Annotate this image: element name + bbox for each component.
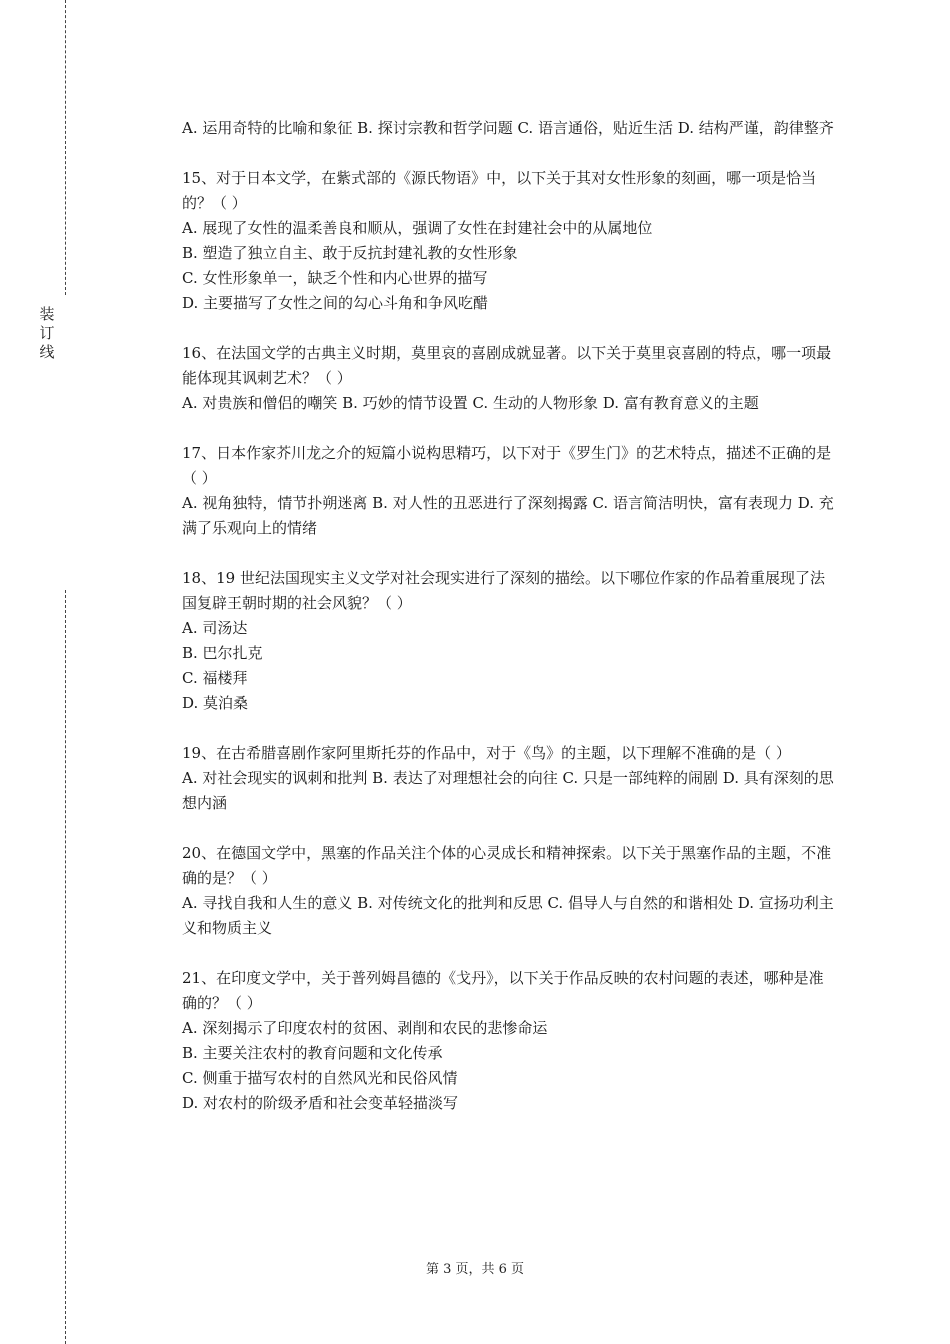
option-d: D. 对农村的阶级矛盾和社会变革轻描淡写 xyxy=(182,1094,459,1112)
binding-char: 订 xyxy=(39,324,55,342)
question-stem: 21、在印度文学中，关于普列姆昌德的《戈丹》，以下关于作品反映的农村问题的表述，哪种是准确的？（ ） xyxy=(182,969,824,1012)
question-stem: 16、在法国文学的古典主义时期，莫里哀的喜剧成就显著。以下关于莫里哀喜剧的特点，哪一项最能体现其讽刺艺术？（ ） xyxy=(182,344,832,387)
question-stem: 19、在古希腊喜剧作家阿里斯托芬的作品中，对于《鸟》的主题，以下理解不准确的是（ ） xyxy=(182,744,791,762)
question-stem: 20、在德国文学中，黑塞的作品关注个体的心灵成长和精神探索。以下关于黑塞作品的主题，不准确的是？（ ） xyxy=(182,844,832,887)
binding-dashed-line-top xyxy=(65,0,66,295)
option-c: C. 侧重于描写农村的自然风光和民俗风情 xyxy=(182,1069,458,1087)
option-line: A. 运用奇特的比喻和象征 B. 探讨宗教和哲学问题 C. 语言通俗，贴近生活 D. 结构严谨，韵律整齐 xyxy=(182,119,834,137)
option-c: C. 福楼拜 xyxy=(182,669,248,687)
binding-char: 装 xyxy=(39,305,55,323)
binding-char: 线 xyxy=(39,343,55,361)
option-b: B. 塑造了独立自主、敢于反抗封建礼教的女性形象 xyxy=(182,244,518,262)
question-21 xyxy=(182,966,838,1116)
question-list xyxy=(182,116,838,1141)
question-19 xyxy=(182,741,838,816)
binding-label xyxy=(38,305,56,362)
option-line: A. 视角独特，情节扑朔迷离 B. 对人性的丑恶进行了深刻揭露 C. 语言简洁明快，富有表现力 D. 充满了乐观向上的情绪 xyxy=(182,494,834,537)
option-b: B. 主要关注农村的教育问题和文化传承 xyxy=(182,1044,443,1062)
option-c: C. 女性形象单一，缺乏个性和内心世界的描写 xyxy=(182,269,488,287)
option-line: A. 寻找自我和人生的意义 B. 对传统文化的批判和反思 C. 倡导人与自然的和谐相处 D. 宣扬功利主义和物质主义 xyxy=(182,894,834,937)
question-14-continued xyxy=(182,116,838,141)
question-16 xyxy=(182,341,838,416)
question-stem: 17、日本作家芥川龙之介的短篇小说构思精巧，以下对于《罗生门》的艺术特点，描述不正确的是（ ） xyxy=(182,444,832,487)
option-a: A. 司汤达 xyxy=(182,619,248,637)
question-17 xyxy=(182,441,838,541)
question-15 xyxy=(182,166,838,316)
option-a: A. 深刻揭示了印度农村的贫困、剥削和农民的悲惨命运 xyxy=(182,1019,548,1037)
binding-dashed-line-bottom xyxy=(65,590,66,1344)
page-number: 第 3 页，共 6 页 xyxy=(425,1262,525,1277)
option-d: D. 莫泊桑 xyxy=(182,694,249,712)
question-20 xyxy=(182,841,838,941)
option-b: B. 巴尔扎克 xyxy=(182,644,263,662)
option-a: A. 展现了女性的温柔善良和顺从，强调了女性在封建社会中的从属地位 xyxy=(182,219,653,237)
option-line: A. 对贵族和僧侣的嘲笑 B. 巧妙的情节设置 C. 生动的人物形象 D. 富有教育意义的主题 xyxy=(182,394,759,412)
question-stem: 15、对于日本文学，在紫式部的《源氏物语》中，以下关于其对女性形象的刻画，哪一项是恰当的？（ ） xyxy=(182,169,817,212)
question-stem: 18、19 世纪法国现实主义文学对社会现实进行了深刻的描绘。以下哪位作家的作品着重展现了法国复辟王朝时期的社会风貌？（ ） xyxy=(182,569,825,612)
question-18 xyxy=(182,566,838,716)
option-d: D. 主要描写了女性之间的勾心斗角和争风吃醋 xyxy=(182,294,489,312)
option-line: A. 对社会现实的讽刺和批判 B. 表达了对理想社会的向往 C. 只是一部纯粹的闹剧 D. 具有深刻的思想内涵 xyxy=(182,769,834,812)
